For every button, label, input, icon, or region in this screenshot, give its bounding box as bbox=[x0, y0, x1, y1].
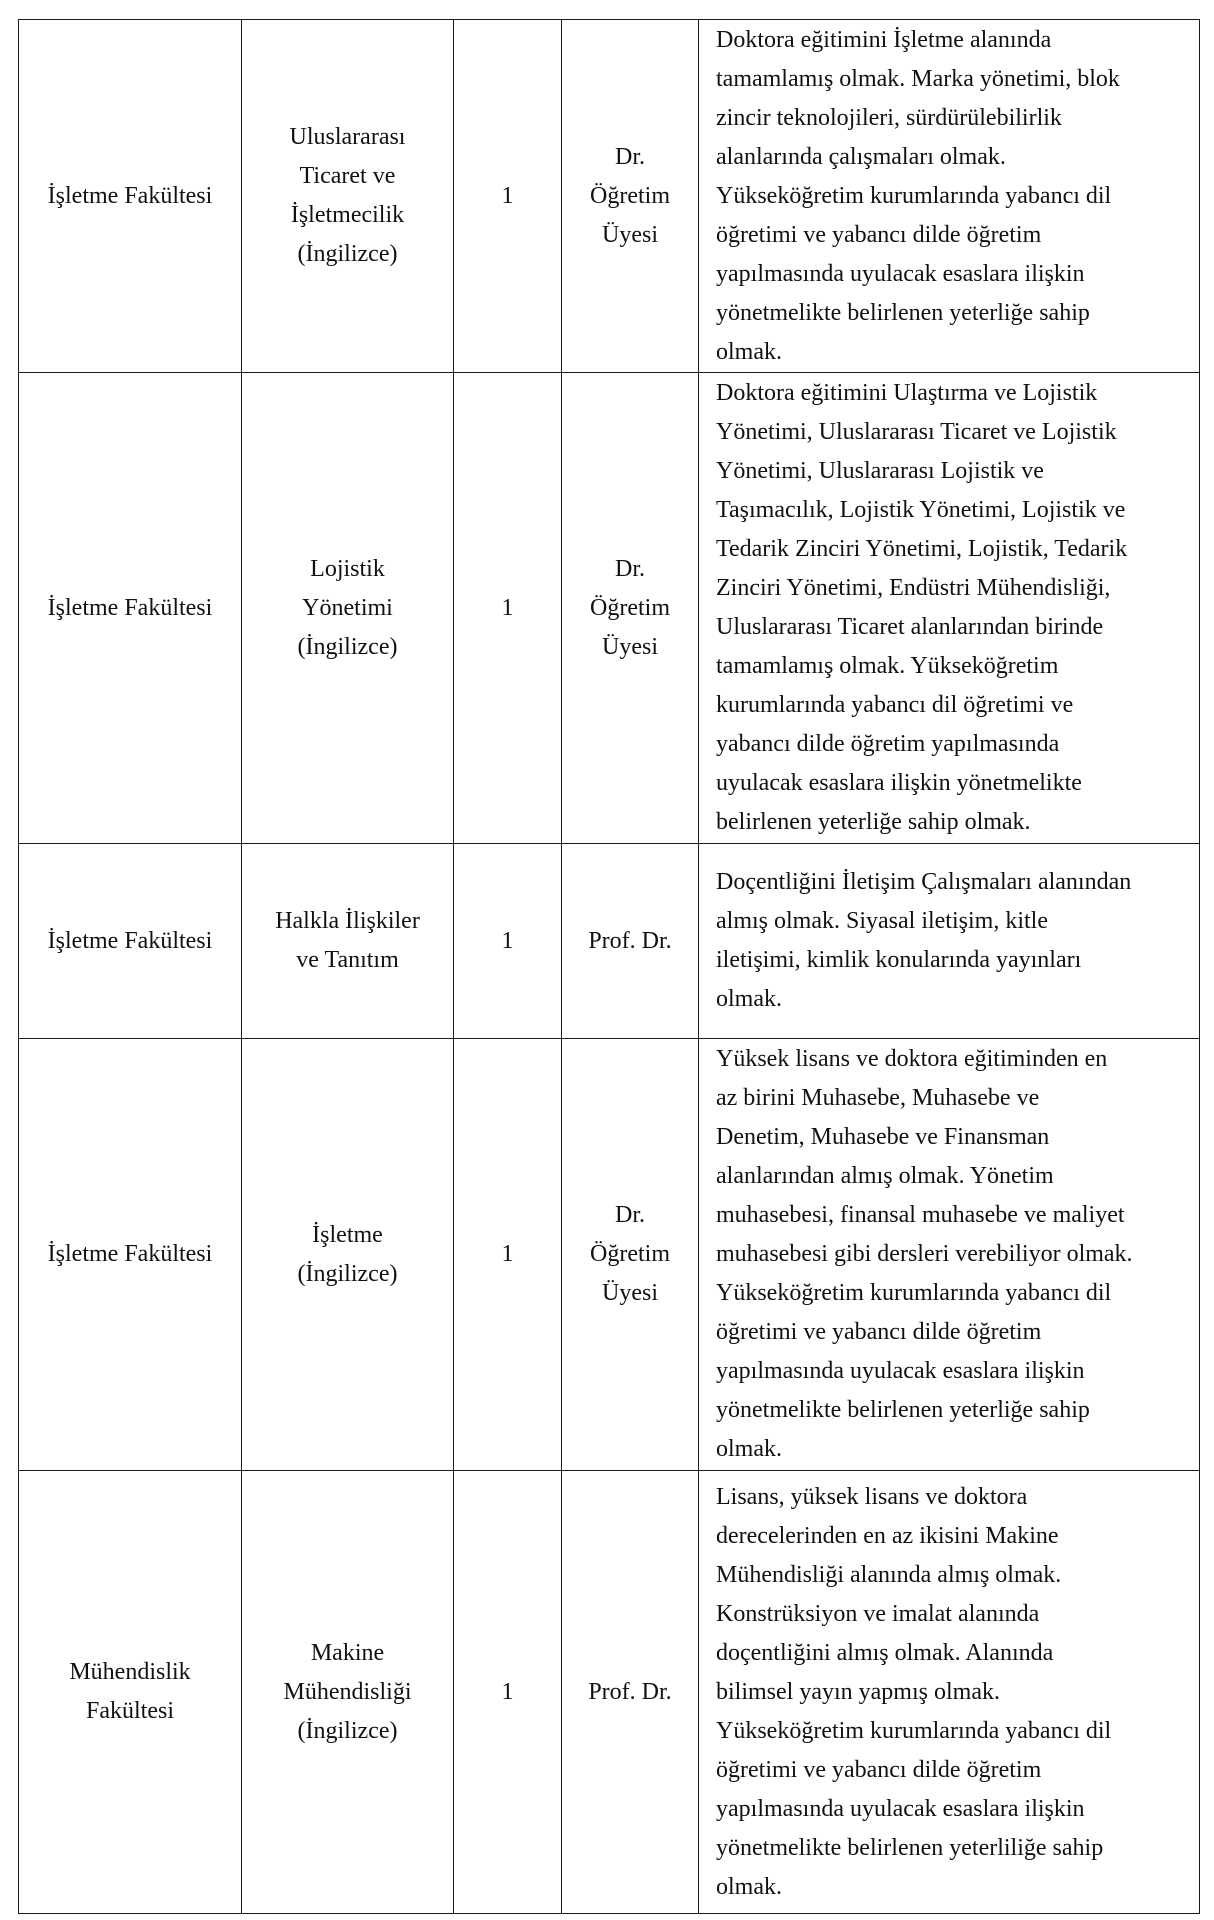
department-cell: İşletme (İngilizce) bbox=[242, 1039, 454, 1471]
requirements-cell: Doktora eğitimini Ulaştırma ve Lojistik Yönetimi, Uluslararası Ticaret ve Lojistik Yönetimi, Uluslararası Lojistik ve Taşımacılık, Lojistik Yönetimi, Lojistik ve Tedarik Zinciri Yönetimi, Lojistik, Tedarik Zinciri Yönetimi, Endüstri Mühendisliği, Uluslararası Ticaret alanlarından birinde tamamlamış olmak. Yükseköğretim kurumlarında yabancı dil öğretimi ve yabancı dilde öğretim yapılmasında uyulacak esaslara ilişkin yönetmelikte belirlenen yeterliğe sahip olmak. bbox=[699, 373, 1200, 844]
faculty-cell: İşletme Fakültesi bbox=[19, 20, 242, 373]
faculty-cell: İşletme Fakültesi bbox=[19, 373, 242, 844]
faculty-cell: Mühendislik Fakültesi bbox=[19, 1471, 242, 1914]
table-row bbox=[19, 20, 1200, 373]
count-cell: 1 bbox=[454, 1471, 562, 1914]
faculty-cell: İşletme Fakültesi bbox=[19, 844, 242, 1039]
table-row bbox=[19, 1039, 1200, 1471]
table-row bbox=[19, 373, 1200, 844]
title-cell: Prof. Dr. bbox=[562, 1471, 699, 1914]
table-row bbox=[19, 1471, 1200, 1914]
department-cell: Lojistik Yönetimi (İngilizce) bbox=[242, 373, 454, 844]
requirements-cell: Doçentliğini İletişim Çalışmaları alanından almış olmak. Siyasal iletişim, kitle iletişimi, kimlik konularında yayınları olmak. bbox=[699, 844, 1200, 1039]
requirements-cell: Doktora eğitimini İşletme alanında tamamlamış olmak. Marka yönetimi, blok zincir teknolojileri, sürdürülebilirlik alanlarında çalışmaları olmak. Yükseköğretim kurumlarında yabancı dil öğretimi ve yabancı dilde öğretim yapılmasında uyulacak esaslara ilişkin yönetmelikte belirlenen yeterliğe sahip olmak. bbox=[699, 20, 1200, 373]
title-cell: Dr. Öğretim Üyesi bbox=[562, 20, 699, 373]
faculty-cell: İşletme Fakültesi bbox=[19, 1039, 242, 1471]
title-cell: Prof. Dr. bbox=[562, 844, 699, 1039]
count-cell: 1 bbox=[454, 373, 562, 844]
requirements-cell: Lisans, yüksek lisans ve doktora derecelerinden en az ikisini Makine Mühendisliği alanında almış olmak. Konstrüksiyon ve imalat alanında doçentliğini almış olmak. Alanında bilimsel yayın yapmış olmak. Yükseköğretim kurumlarında yabancı dil öğretimi ve yabancı dilde öğretim yapılmasında uyulacak esaslara ilişkin yönetmelikte belirlenen yeterliliğe sahip olmak. bbox=[699, 1471, 1200, 1914]
department-cell: Uluslararası Ticaret ve İşletmecilik (İngilizce) bbox=[242, 20, 454, 373]
department-cell: Halkla İlişkiler ve Tanıtım bbox=[242, 844, 454, 1039]
positions-table bbox=[18, 19, 1200, 1914]
count-cell: 1 bbox=[454, 20, 562, 373]
title-cell: Dr. Öğretim Üyesi bbox=[562, 1039, 699, 1471]
table-row bbox=[19, 844, 1200, 1039]
requirements-cell: Yüksek lisans ve doktora eğitiminden en az birini Muhasebe, Muhasebe ve Denetim, Muhasebe ve Finansman alanlarından almış olmak. Yönetim muhasebesi, finansal muhasebe ve maliyet muhasebesi gibi dersleri verebiliyor olmak. Yükseköğretim kurumlarında yabancı dil öğretimi ve yabancı dilde öğretim yapılmasında uyulacak esaslara ilişkin yönetmelikte belirlenen yeterliğe sahip olmak. bbox=[699, 1039, 1200, 1471]
title-cell: Dr. Öğretim Üyesi bbox=[562, 373, 699, 844]
count-cell: 1 bbox=[454, 844, 562, 1039]
department-cell: Makine Mühendisliği (İngilizce) bbox=[242, 1471, 454, 1914]
count-cell: 1 bbox=[454, 1039, 562, 1471]
